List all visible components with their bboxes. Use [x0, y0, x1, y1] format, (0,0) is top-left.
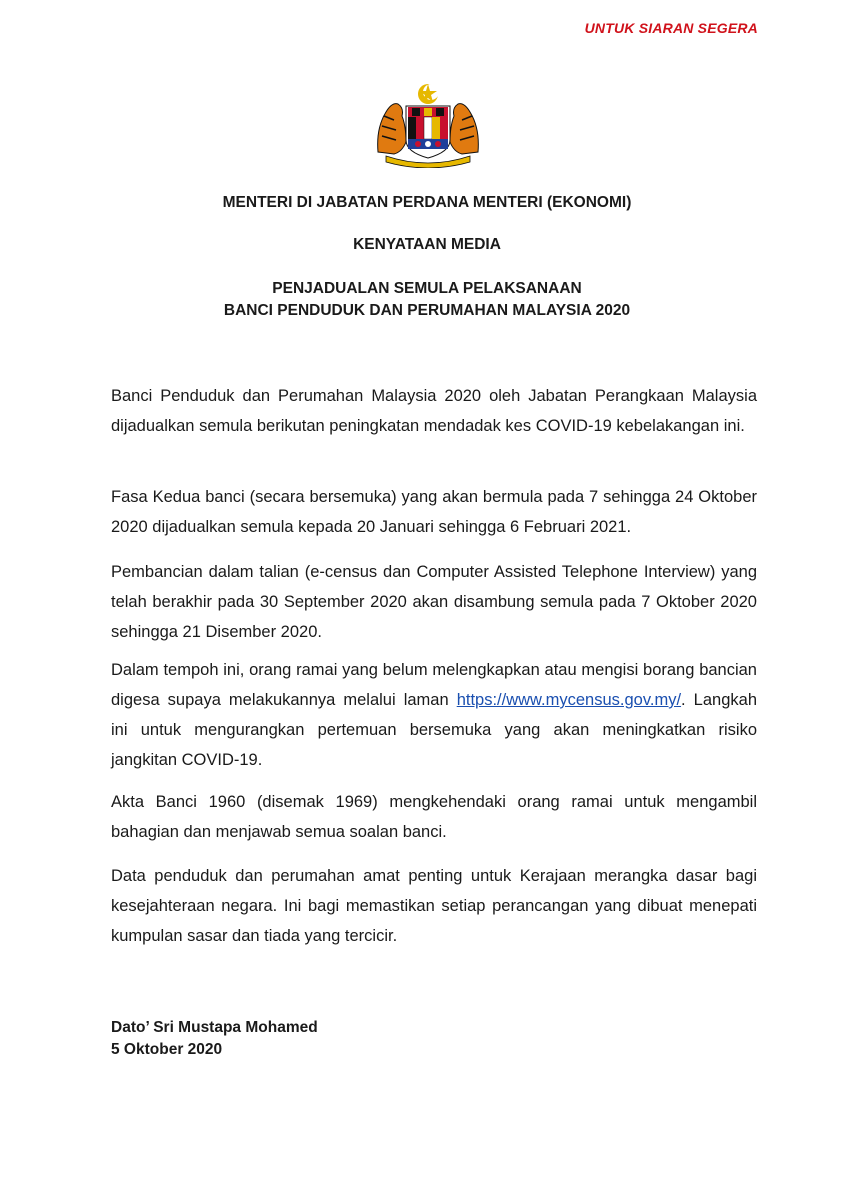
- paragraph-4: [111, 655, 757, 775]
- paragraph-2: [111, 482, 757, 542]
- statement-type-heading: KENYATAAN MEDIA: [353, 236, 501, 253]
- malaysia-coat-of-arms-icon: [372, 82, 484, 168]
- release-title-line-2: BANCI PENDUDUK DAN PERUMAHAN MALAYSIA 2020: [223, 302, 631, 319]
- paragraph-4-text-after-link: . Langkah ini untuk mengurangkan pertemuan bersemuka yang akan meningkatkan risiko jangkitan COVID-19.: [111, 691, 757, 769]
- paragraph-1-text: Banci Penduduk dan Perumahan Malaysia 2020 oleh Jabatan Perangkaan Malaysia dijadualkan semula berikutan peningkatan mendadak kes COVID-19 kebelakangan ini.: [111, 387, 757, 435]
- paragraph-5-text: Akta Banci 1960 (disemak 1969) mengkehendaki orang ramai untuk mengambil bahagian dan menjawab semua soalan banci.: [111, 793, 757, 841]
- paragraph-4-text-before-link: Dalam tempoh ini, orang ramai yang belum melengkapkan atau mengisi borang bancian digesa supaya melakukannya melalui laman: [111, 661, 757, 709]
- paragraph-1: [111, 381, 757, 441]
- signature-block: [111, 1017, 318, 1061]
- paragraph-3: [111, 557, 757, 647]
- ministry-heading: MENTERI DI JABATAN PERDANA MENTERI (EKONOMI): [222, 194, 632, 211]
- release-tag: UNTUK SIARAN SEGERA: [584, 20, 758, 36]
- paragraph-6: [111, 861, 757, 951]
- mycensus-link[interactable]: https://www.mycensus.gov.my/: [456, 691, 682, 709]
- paragraph-5: [111, 787, 757, 847]
- paragraph-6-text: Data penduduk dan perumahan amat penting untuk Kerajaan merangka dasar bagi kesejahteraan negara. Ini bagi memastikan setiap perancangan yang dibuat menepati kumpulan sasar dan tiada yang tercicir.: [111, 867, 757, 945]
- signatory-name: Dato’ Sri Mustapa Mohamed: [111, 1019, 318, 1036]
- paragraph-3-text: Pembancian dalam talian (e-census dan Computer Assisted Telephone Interview) yang telah berakhir pada 30 September 2020 akan disambung semula pada 7 Oktober 2020 sehingga 21 Disember 2020.: [111, 563, 757, 641]
- paragraph-2-text: Fasa Kedua banci (secara bersemuka) yang akan bermula pada 7 sehingga 24 Oktober 2020 dijadualkan semula kepada 20 Januari sehingga 6 Februari 2021.: [111, 488, 757, 536]
- signature-date: 5 Oktober 2020: [111, 1041, 223, 1058]
- release-title-line-1: PENJADUALAN SEMULA PELAKSANAAN: [272, 280, 582, 297]
- paragraph-4-text: [111, 655, 757, 775]
